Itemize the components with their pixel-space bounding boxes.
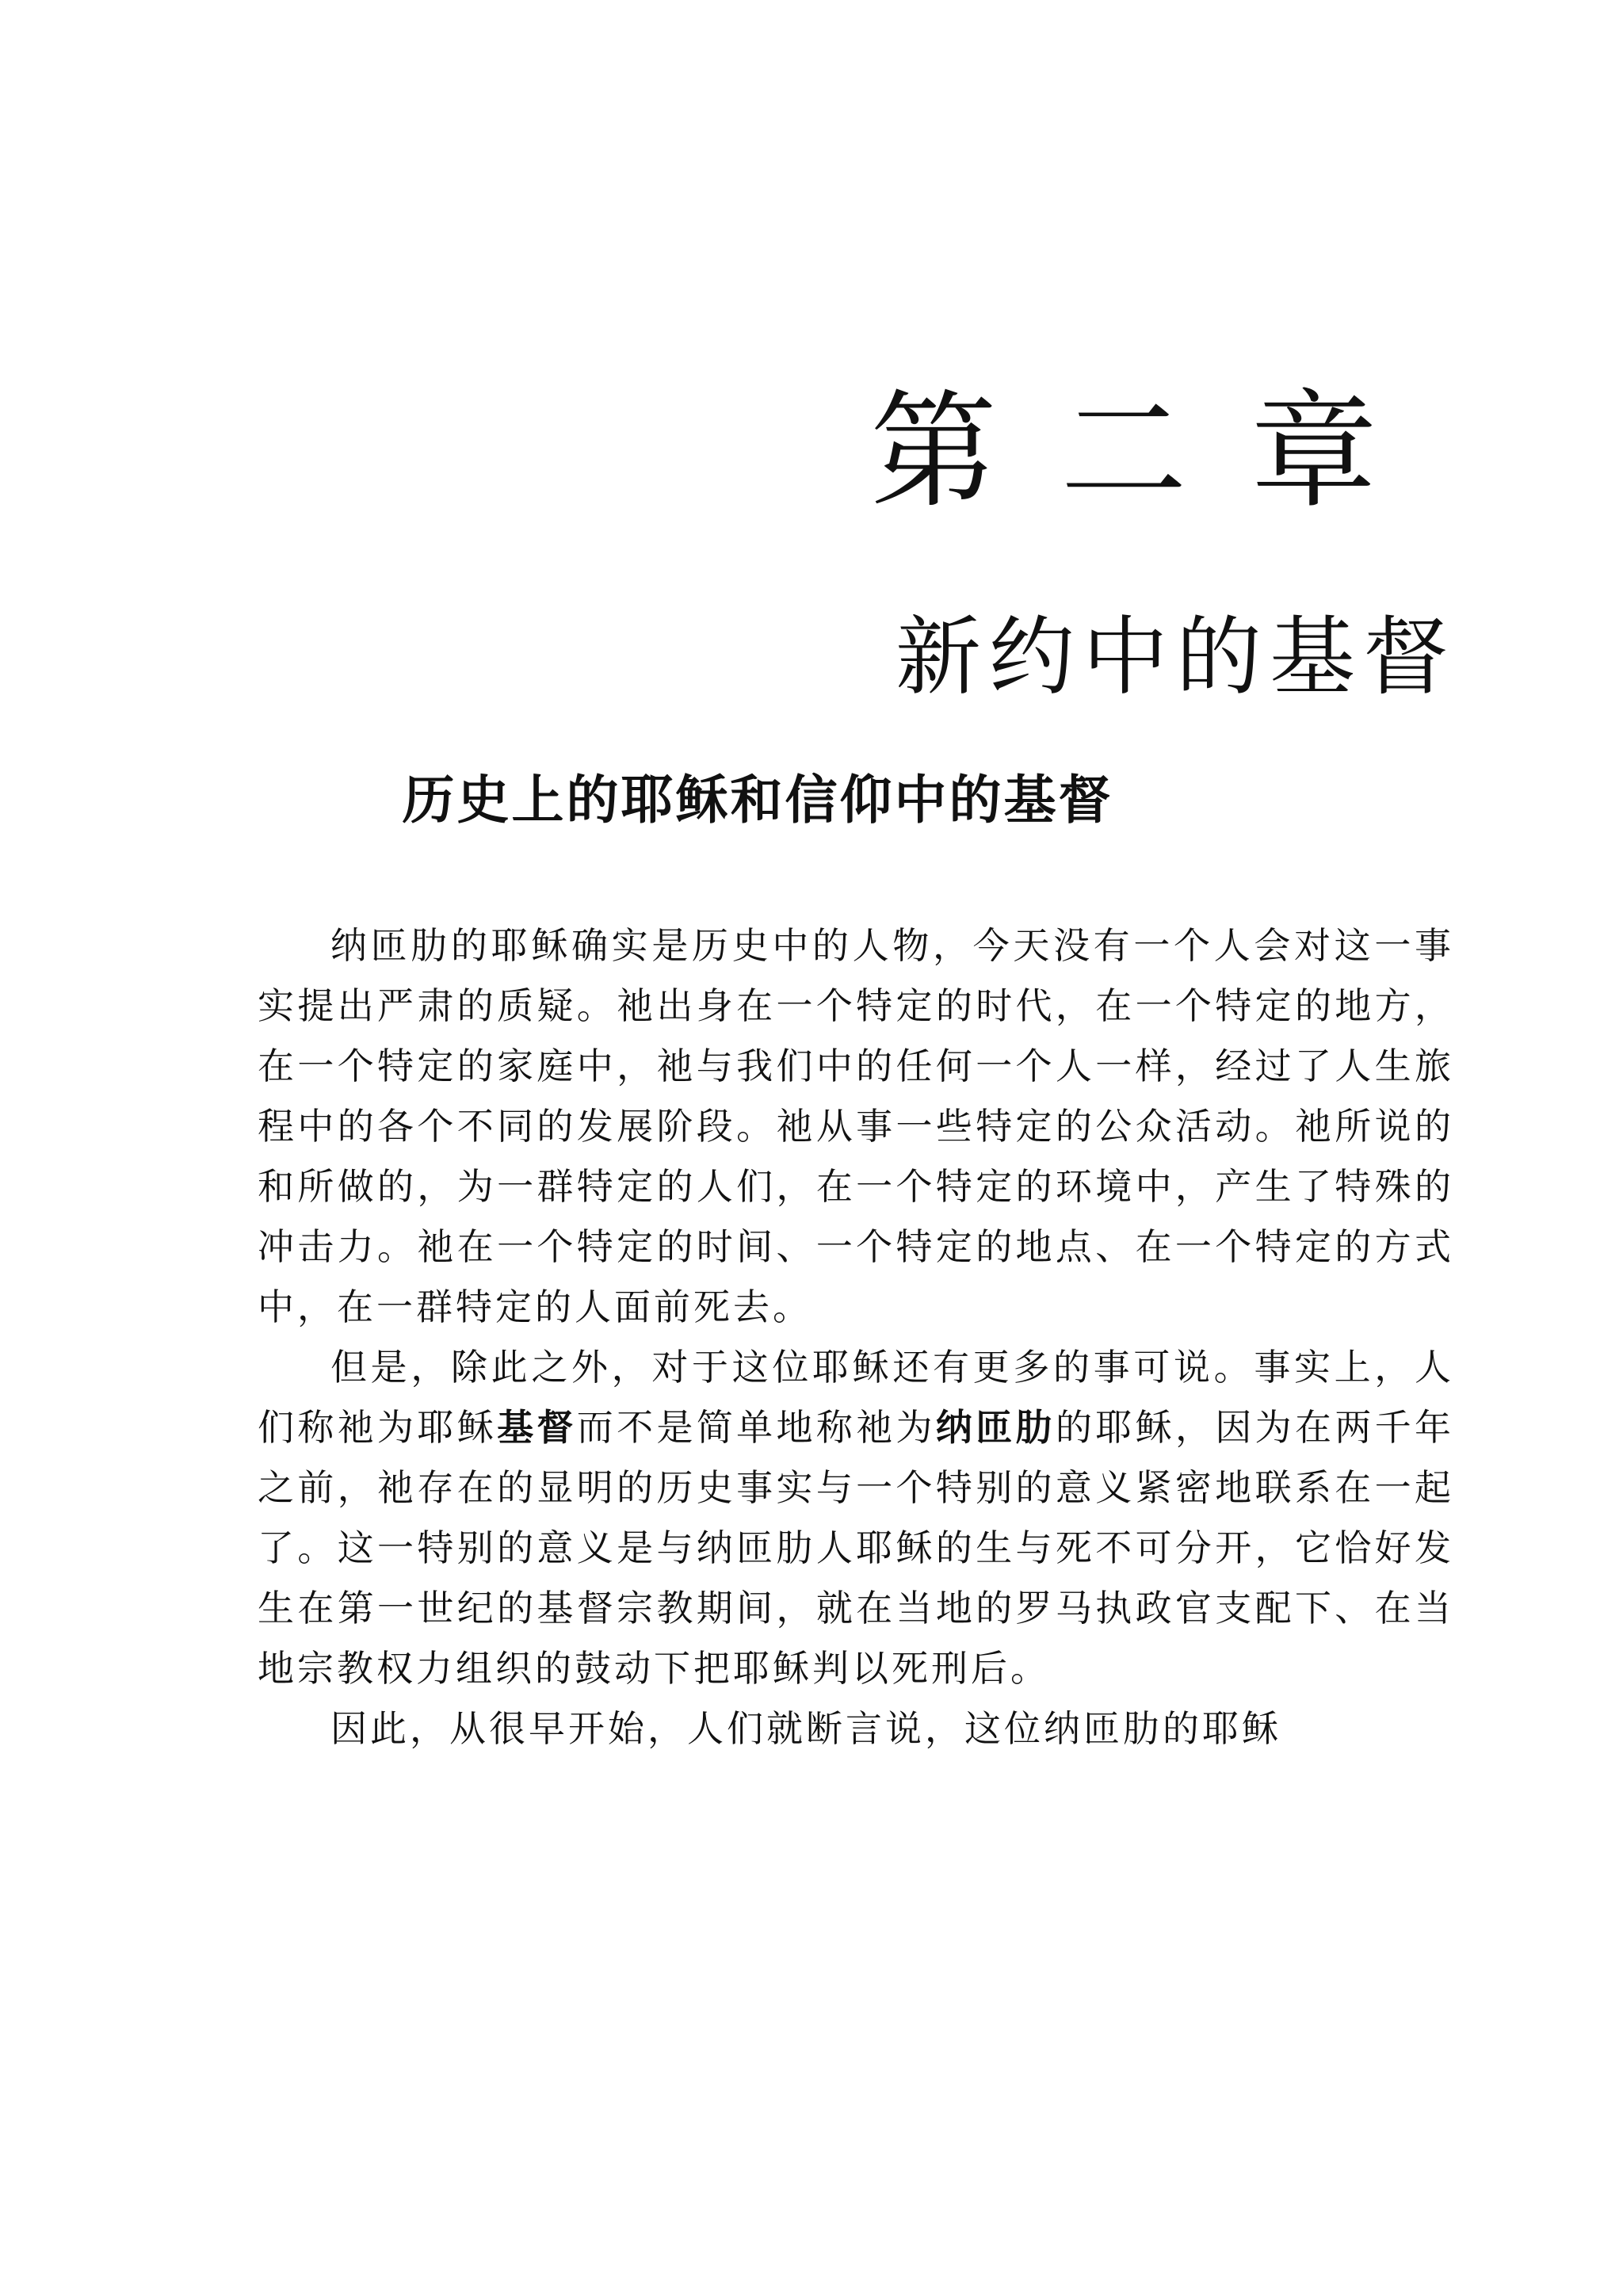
- paragraph-2-part-1: 但是，除此之外，对于这位耶稣还有更多的事可说。事实上，人们称祂为耶稣: [258, 1346, 1454, 1449]
- body-text: [258, 915, 1454, 1759]
- chapter-title: 新约中的基督: [895, 608, 1457, 707]
- paragraph-2-part-3: 的耶稣，因为在两千年之前，祂存在的显明的历史事实与一个特别的意义紧密地联系在一起了。这一特别的意义是与纳匝肋人耶稣的生与死不可分开，它恰好发生在第一世纪的基督宗教期间，就在当地的罗马执政官支配下、在当地宗教权力组织的鼓动下把耶稣判以死刑后。: [258, 1406, 1455, 1690]
- paragraph-2: [258, 1337, 1454, 1698]
- paragraph-2-part-2: 而不是简单地称祂为: [576, 1406, 936, 1449]
- emphasis-jidu: 基督: [497, 1406, 577, 1449]
- paragraph-3: 因此，从很早开始，人们就断言说，这位纳匝肋的耶稣: [330, 1707, 1281, 1750]
- section-title: 历史上的耶稣和信仰中的基督: [402, 770, 1113, 831]
- emphasis-nazareth: 纳匝肋: [935, 1406, 1056, 1449]
- chapter-number: 第二章: [869, 377, 1441, 525]
- paragraph-1: 纳匝肋的耶稣确实是历史中的人物，今天没有一个人会对这一事实提出严肃的质疑。祂出身在一个特定的时代，在一个特定的地方，在一个特定的家庭中，祂与我们中的任何一个人一样，经过了人生旅程中的各个不同的发展阶段。祂从事一些特定的公众活动。祂所说的和所做的，为一群特定的人们，在一个特定的环境中，产生了特殊的冲击力。祂在一个特定的时间、一个特定的地点、在一个特定的方式中，在一群特定的人面前死去。: [258, 924, 1454, 1328]
